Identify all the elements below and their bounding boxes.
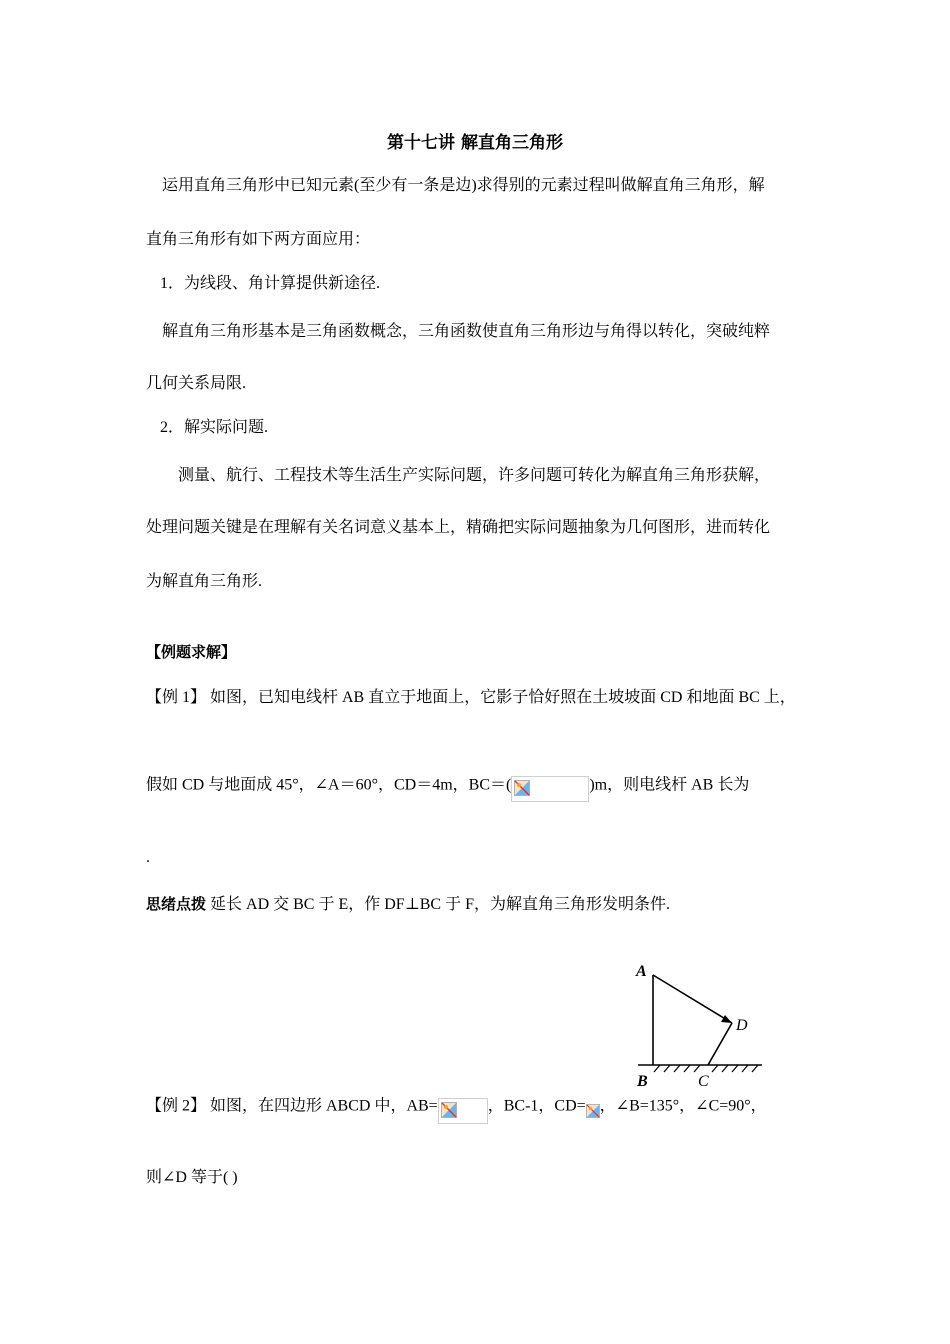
arrowhead-d <box>721 1015 732 1023</box>
hint-text: 延长 AD 交 BC 于 E，作 DF⊥BC 于 F，为解直角三角形发明条件. <box>206 896 670 913</box>
example-2-line-2: 则∠D 等于( ) <box>146 1169 238 1186</box>
label-b: B <box>637 1073 648 1090</box>
hint-label: 思绪点拨 <box>146 895 207 913</box>
point-1-line-2: 几何关系局限. <box>146 375 247 392</box>
label-c: C <box>698 1073 709 1090</box>
example-1-line-3: . <box>146 849 150 866</box>
page-title: 第十七讲 解直角三角形 <box>387 133 563 153</box>
broken-image-icon <box>514 780 530 796</box>
geometry-figure <box>628 956 768 1096</box>
formula-image <box>511 776 589 802</box>
segment-ad <box>653 975 732 1023</box>
example-1-line-2-end: )m，则电线杆 AB 长为 <box>589 776 750 794</box>
ground-hatching <box>654 1065 758 1072</box>
example-2-line-1 <box>146 1090 767 1124</box>
point-1-line-1: 解直角三角形基本是三角函数概念，三角函数使直角三角形边与角得以转化，突破纯粹 <box>162 323 771 340</box>
example-1-line-2 <box>146 770 749 802</box>
example-2-line-1-end: ，∠B=135°，∠C=90°， <box>599 1097 767 1115</box>
point-2-line-3: 为解直角三角形. <box>146 573 263 590</box>
segment-dc <box>708 1023 732 1065</box>
point-1-heading: 1．为线段、角计算提供新途径. <box>160 275 381 292</box>
label-d: D <box>736 1017 748 1034</box>
intro-line-2: 直角三角形有如下两方面应用： <box>146 231 371 248</box>
point-2-line-2: 处理问题关键是在理解有关名词意义基本上，精确把实际问题抽象为几何图形，进而转化 <box>146 519 771 536</box>
label-a: A <box>636 963 647 980</box>
broken-image-icon <box>441 1102 457 1118</box>
section-heading: 【例题求解】 <box>146 643 237 661</box>
example-2-line-1-start: 【例 2】 如图，在四边形 ABCD 中，AB= <box>146 1097 438 1115</box>
point-2-line-1: 测量、航行、工程技术等生活生产实际问题，许多问题可转化为解直角三角形获解， <box>178 467 771 484</box>
formula-image-ab <box>438 1098 488 1124</box>
hint-line <box>146 894 670 915</box>
example-2-line-1-mid: ，BC-1，CD= <box>487 1097 586 1115</box>
point-2-heading: 2．解实际问题. <box>160 419 269 436</box>
intro-line-1: 运用直角三角形中已知元素(至少有一条是边)求得别的元素过程叫做解直角三角形，解 <box>162 177 765 194</box>
broken-image-icon <box>586 1104 600 1118</box>
formula-image-cd <box>586 1103 600 1121</box>
example-1-line-2-start: 假如 CD 与地面成 45°，∠A＝60°，CD＝4m，BC＝( <box>146 776 512 794</box>
example-1-line-1: 【例 1】 如图，已知电线杆 AB 直立于地面上，它影子恰好照在土坡坡面 CD 和地面 BC 上， <box>146 689 796 706</box>
